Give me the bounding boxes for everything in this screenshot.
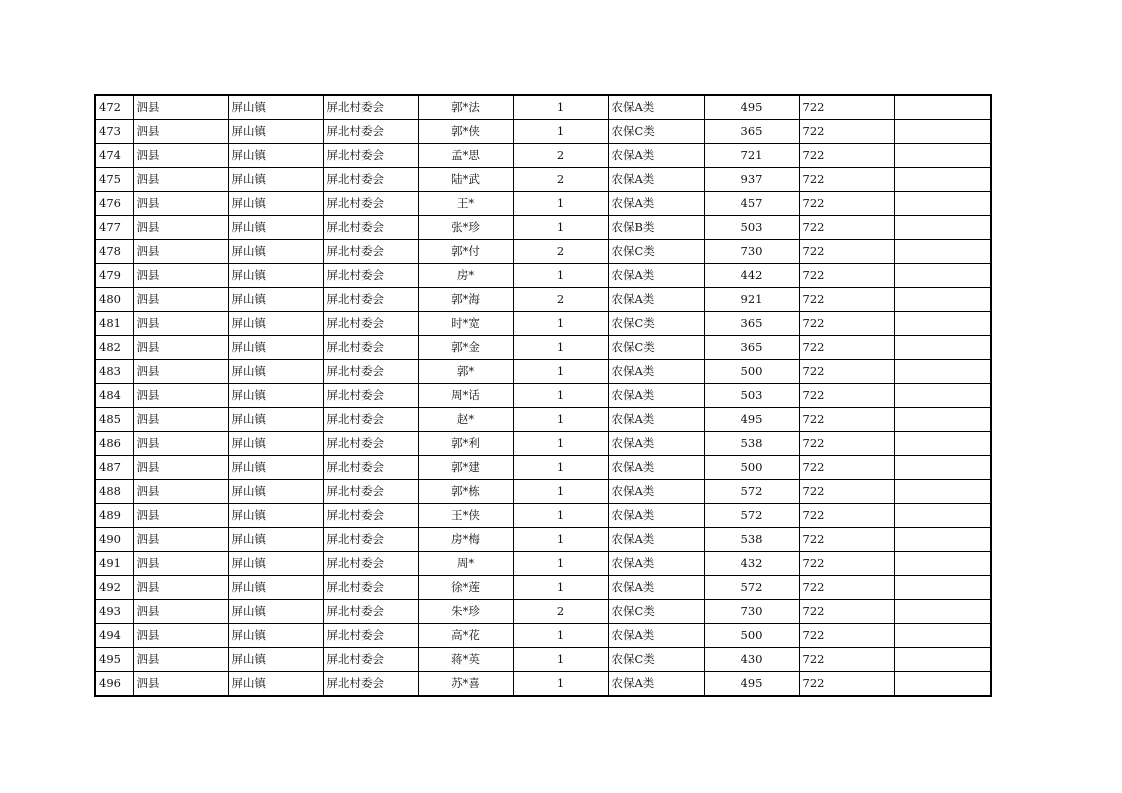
row-number: 494 [95, 624, 133, 648]
count-cell: 1 [513, 408, 608, 432]
insurance-type-cell: 农保A类 [608, 288, 704, 312]
note-cell [894, 672, 991, 697]
note-cell [894, 95, 991, 120]
town-cell: 屏山镇 [228, 672, 323, 697]
row-number: 478 [95, 240, 133, 264]
count-cell: 1 [513, 384, 608, 408]
note-cell [894, 480, 991, 504]
count-cell: 1 [513, 648, 608, 672]
count-cell: 2 [513, 288, 608, 312]
row-number: 480 [95, 288, 133, 312]
county-cell: 泗县 [133, 120, 228, 144]
county-cell: 泗县 [133, 384, 228, 408]
note-cell [894, 168, 991, 192]
town-cell: 屏山镇 [228, 552, 323, 576]
note-cell [894, 264, 991, 288]
name-cell: 徐*莲 [418, 576, 513, 600]
village-cell: 屏北村委会 [323, 480, 418, 504]
row-number: 486 [95, 432, 133, 456]
count-cell: 1 [513, 504, 608, 528]
table-row [95, 648, 991, 672]
town-cell: 屏山镇 [228, 216, 323, 240]
village-cell: 屏北村委会 [323, 360, 418, 384]
table-row [95, 168, 991, 192]
village-cell: 屏北村委会 [323, 624, 418, 648]
town-cell: 屏山镇 [228, 600, 323, 624]
name-cell: 苏*喜 [418, 672, 513, 697]
row-number: 491 [95, 552, 133, 576]
row-number: 473 [95, 120, 133, 144]
amount-cell: 937 [704, 168, 799, 192]
county-cell: 泗县 [133, 456, 228, 480]
county-cell: 泗县 [133, 600, 228, 624]
insurance-type-cell: 农保A类 [608, 95, 704, 120]
standard-cell: 722 [799, 672, 894, 697]
amount-cell: 500 [704, 360, 799, 384]
insurance-type-cell: 农保A类 [608, 672, 704, 697]
row-number: 490 [95, 528, 133, 552]
village-cell: 屏北村委会 [323, 552, 418, 576]
county-cell: 泗县 [133, 504, 228, 528]
insurance-type-cell: 农保C类 [608, 312, 704, 336]
note-cell [894, 624, 991, 648]
amount-cell: 730 [704, 240, 799, 264]
insurance-type-cell: 农保A类 [608, 456, 704, 480]
county-cell: 泗县 [133, 432, 228, 456]
count-cell: 1 [513, 552, 608, 576]
village-cell: 屏北村委会 [323, 648, 418, 672]
insurance-type-cell: 农保A类 [608, 384, 704, 408]
village-cell: 屏北村委会 [323, 288, 418, 312]
name-cell: 孟*思 [418, 144, 513, 168]
village-cell: 屏北村委会 [323, 504, 418, 528]
town-cell: 屏山镇 [228, 456, 323, 480]
table-row [95, 672, 991, 697]
count-cell: 1 [513, 192, 608, 216]
table-row [95, 95, 991, 120]
amount-cell: 495 [704, 95, 799, 120]
town-cell: 屏山镇 [228, 480, 323, 504]
name-cell: 周*话 [418, 384, 513, 408]
village-cell: 屏北村委会 [323, 528, 418, 552]
name-cell: 郭*栋 [418, 480, 513, 504]
row-number: 482 [95, 336, 133, 360]
insurance-type-cell: 农保A类 [608, 624, 704, 648]
name-cell: 郭*海 [418, 288, 513, 312]
note-cell [894, 408, 991, 432]
table-row [95, 624, 991, 648]
county-cell: 泗县 [133, 624, 228, 648]
standard-cell: 722 [799, 168, 894, 192]
count-cell: 2 [513, 240, 608, 264]
standard-cell: 722 [799, 288, 894, 312]
count-cell: 1 [513, 95, 608, 120]
table-row [95, 240, 991, 264]
row-number: 495 [95, 648, 133, 672]
insurance-type-cell: 农保C类 [608, 240, 704, 264]
insurance-type-cell: 农保C类 [608, 648, 704, 672]
village-cell: 屏北村委会 [323, 432, 418, 456]
county-cell: 泗县 [133, 648, 228, 672]
table-row [95, 360, 991, 384]
row-number: 487 [95, 456, 133, 480]
count-cell: 1 [513, 480, 608, 504]
note-cell [894, 312, 991, 336]
name-cell: 郭*利 [418, 432, 513, 456]
town-cell: 屏山镇 [228, 432, 323, 456]
town-cell: 屏山镇 [228, 120, 323, 144]
insurance-type-cell: 农保A类 [608, 504, 704, 528]
county-cell: 泗县 [133, 336, 228, 360]
count-cell: 1 [513, 216, 608, 240]
standard-cell: 722 [799, 264, 894, 288]
town-cell: 屏山镇 [228, 288, 323, 312]
table-row [95, 456, 991, 480]
county-cell: 泗县 [133, 480, 228, 504]
name-cell: 郭*法 [418, 95, 513, 120]
name-cell: 周* [418, 552, 513, 576]
note-cell [894, 192, 991, 216]
county-cell: 泗县 [133, 192, 228, 216]
town-cell: 屏山镇 [228, 168, 323, 192]
amount-cell: 430 [704, 648, 799, 672]
amount-cell: 457 [704, 192, 799, 216]
table-row [95, 408, 991, 432]
county-cell: 泗县 [133, 312, 228, 336]
village-cell: 屏北村委会 [323, 312, 418, 336]
insurance-type-cell: 农保A类 [608, 144, 704, 168]
town-cell: 屏山镇 [228, 336, 323, 360]
row-number: 479 [95, 264, 133, 288]
note-cell [894, 528, 991, 552]
data-table [94, 94, 992, 697]
note-cell [894, 384, 991, 408]
county-cell: 泗县 [133, 360, 228, 384]
standard-cell: 722 [799, 144, 894, 168]
note-cell [894, 552, 991, 576]
standard-cell: 722 [799, 576, 894, 600]
note-cell [894, 336, 991, 360]
county-cell: 泗县 [133, 576, 228, 600]
row-number: 472 [95, 95, 133, 120]
note-cell [894, 576, 991, 600]
village-cell: 屏北村委会 [323, 576, 418, 600]
amount-cell: 503 [704, 384, 799, 408]
amount-cell: 432 [704, 552, 799, 576]
count-cell: 1 [513, 672, 608, 697]
standard-cell: 722 [799, 360, 894, 384]
town-cell: 屏山镇 [228, 528, 323, 552]
amount-cell: 538 [704, 432, 799, 456]
row-number: 488 [95, 480, 133, 504]
county-cell: 泗县 [133, 144, 228, 168]
table-row [95, 216, 991, 240]
village-cell: 屏北村委会 [323, 168, 418, 192]
standard-cell: 722 [799, 456, 894, 480]
row-number: 489 [95, 504, 133, 528]
table-body [95, 95, 991, 696]
town-cell: 屏山镇 [228, 384, 323, 408]
row-number: 484 [95, 384, 133, 408]
count-cell: 1 [513, 336, 608, 360]
county-cell: 泗县 [133, 288, 228, 312]
standard-cell: 722 [799, 648, 894, 672]
town-cell: 屏山镇 [228, 95, 323, 120]
standard-cell: 722 [799, 528, 894, 552]
name-cell: 郭*侠 [418, 120, 513, 144]
note-cell [894, 648, 991, 672]
note-cell [894, 216, 991, 240]
town-cell: 屏山镇 [228, 264, 323, 288]
insurance-type-cell: 农保A类 [608, 480, 704, 504]
village-cell: 屏北村委会 [323, 336, 418, 360]
count-cell: 1 [513, 120, 608, 144]
village-cell: 屏北村委会 [323, 456, 418, 480]
name-cell: 郭*金 [418, 336, 513, 360]
insurance-type-cell: 农保A类 [608, 168, 704, 192]
town-cell: 屏山镇 [228, 312, 323, 336]
town-cell: 屏山镇 [228, 144, 323, 168]
name-cell: 郭* [418, 360, 513, 384]
row-number: 477 [95, 216, 133, 240]
count-cell: 1 [513, 576, 608, 600]
note-cell [894, 432, 991, 456]
name-cell: 蒋*英 [418, 648, 513, 672]
county-cell: 泗县 [133, 264, 228, 288]
standard-cell: 722 [799, 432, 894, 456]
town-cell: 屏山镇 [228, 576, 323, 600]
county-cell: 泗县 [133, 672, 228, 697]
town-cell: 屏山镇 [228, 240, 323, 264]
count-cell: 1 [513, 456, 608, 480]
town-cell: 屏山镇 [228, 360, 323, 384]
village-cell: 屏北村委会 [323, 95, 418, 120]
county-cell: 泗县 [133, 240, 228, 264]
row-number: 474 [95, 144, 133, 168]
county-cell: 泗县 [133, 216, 228, 240]
table-row [95, 120, 991, 144]
town-cell: 屏山镇 [228, 408, 323, 432]
town-cell: 屏山镇 [228, 504, 323, 528]
standard-cell: 722 [799, 192, 894, 216]
standard-cell: 722 [799, 600, 894, 624]
county-cell: 泗县 [133, 528, 228, 552]
count-cell: 1 [513, 312, 608, 336]
note-cell [894, 240, 991, 264]
amount-cell: 572 [704, 576, 799, 600]
name-cell: 郭*建 [418, 456, 513, 480]
row-number: 493 [95, 600, 133, 624]
village-cell: 屏北村委会 [323, 240, 418, 264]
row-number: 481 [95, 312, 133, 336]
insurance-type-cell: 农保B类 [608, 216, 704, 240]
insurance-type-cell: 农保C类 [608, 600, 704, 624]
name-cell: 赵* [418, 408, 513, 432]
name-cell: 王* [418, 192, 513, 216]
town-cell: 屏山镇 [228, 192, 323, 216]
standard-cell: 722 [799, 95, 894, 120]
village-cell: 屏北村委会 [323, 192, 418, 216]
table-row [95, 144, 991, 168]
insurance-type-cell: 农保A类 [608, 432, 704, 456]
village-cell: 屏北村委会 [323, 216, 418, 240]
table-row [95, 480, 991, 504]
table-row [95, 264, 991, 288]
table-row [95, 312, 991, 336]
note-cell [894, 504, 991, 528]
table-row [95, 432, 991, 456]
row-number: 483 [95, 360, 133, 384]
note-cell [894, 456, 991, 480]
table-row [95, 384, 991, 408]
insurance-type-cell: 农保C类 [608, 120, 704, 144]
name-cell: 高*花 [418, 624, 513, 648]
insurance-type-cell: 农保A类 [608, 408, 704, 432]
insurance-type-cell: 农保A类 [608, 264, 704, 288]
amount-cell: 442 [704, 264, 799, 288]
count-cell: 1 [513, 360, 608, 384]
village-cell: 屏北村委会 [323, 264, 418, 288]
insurance-type-cell: 农保A类 [608, 360, 704, 384]
table-row [95, 336, 991, 360]
table-row [95, 504, 991, 528]
town-cell: 屏山镇 [228, 648, 323, 672]
insurance-type-cell: 农保A类 [608, 576, 704, 600]
amount-cell: 721 [704, 144, 799, 168]
standard-cell: 722 [799, 312, 894, 336]
name-cell: 房* [418, 264, 513, 288]
note-cell [894, 600, 991, 624]
standard-cell: 722 [799, 504, 894, 528]
count-cell: 1 [513, 624, 608, 648]
count-cell: 2 [513, 168, 608, 192]
amount-cell: 572 [704, 480, 799, 504]
table-row [95, 600, 991, 624]
amount-cell: 365 [704, 312, 799, 336]
note-cell [894, 360, 991, 384]
name-cell: 张*珍 [418, 216, 513, 240]
county-cell: 泗县 [133, 95, 228, 120]
village-cell: 屏北村委会 [323, 672, 418, 697]
standard-cell: 722 [799, 336, 894, 360]
amount-cell: 500 [704, 624, 799, 648]
standard-cell: 722 [799, 624, 894, 648]
table-row [95, 192, 991, 216]
amount-cell: 495 [704, 408, 799, 432]
amount-cell: 365 [704, 336, 799, 360]
standard-cell: 722 [799, 216, 894, 240]
count-cell: 1 [513, 264, 608, 288]
village-cell: 屏北村委会 [323, 384, 418, 408]
standard-cell: 722 [799, 240, 894, 264]
amount-cell: 921 [704, 288, 799, 312]
row-number: 475 [95, 168, 133, 192]
count-cell: 1 [513, 432, 608, 456]
count-cell: 2 [513, 144, 608, 168]
count-cell: 2 [513, 600, 608, 624]
village-cell: 屏北村委会 [323, 408, 418, 432]
village-cell: 屏北村委会 [323, 144, 418, 168]
county-cell: 泗县 [133, 408, 228, 432]
amount-cell: 495 [704, 672, 799, 697]
note-cell [894, 288, 991, 312]
insurance-type-cell: 农保A类 [608, 552, 704, 576]
count-cell: 1 [513, 528, 608, 552]
amount-cell: 503 [704, 216, 799, 240]
note-cell [894, 120, 991, 144]
amount-cell: 500 [704, 456, 799, 480]
standard-cell: 722 [799, 552, 894, 576]
amount-cell: 730 [704, 600, 799, 624]
table-row [95, 576, 991, 600]
name-cell: 陆*武 [418, 168, 513, 192]
row-number: 476 [95, 192, 133, 216]
name-cell: 郭*付 [418, 240, 513, 264]
standard-cell: 722 [799, 408, 894, 432]
insurance-type-cell: 农保A类 [608, 192, 704, 216]
amount-cell: 572 [704, 504, 799, 528]
county-cell: 泗县 [133, 168, 228, 192]
town-cell: 屏山镇 [228, 624, 323, 648]
standard-cell: 722 [799, 384, 894, 408]
name-cell: 时*宽 [418, 312, 513, 336]
row-number: 496 [95, 672, 133, 697]
name-cell: 王*侠 [418, 504, 513, 528]
row-number: 492 [95, 576, 133, 600]
amount-cell: 365 [704, 120, 799, 144]
county-cell: 泗县 [133, 552, 228, 576]
row-number: 485 [95, 408, 133, 432]
amount-cell: 538 [704, 528, 799, 552]
note-cell [894, 144, 991, 168]
table-row [95, 552, 991, 576]
standard-cell: 722 [799, 120, 894, 144]
insurance-type-cell: 农保A类 [608, 528, 704, 552]
village-cell: 屏北村委会 [323, 600, 418, 624]
name-cell: 朱*珍 [418, 600, 513, 624]
insurance-type-cell: 农保C类 [608, 336, 704, 360]
table-row [95, 528, 991, 552]
table-row [95, 288, 991, 312]
village-cell: 屏北村委会 [323, 120, 418, 144]
name-cell: 房*梅 [418, 528, 513, 552]
standard-cell: 722 [799, 480, 894, 504]
